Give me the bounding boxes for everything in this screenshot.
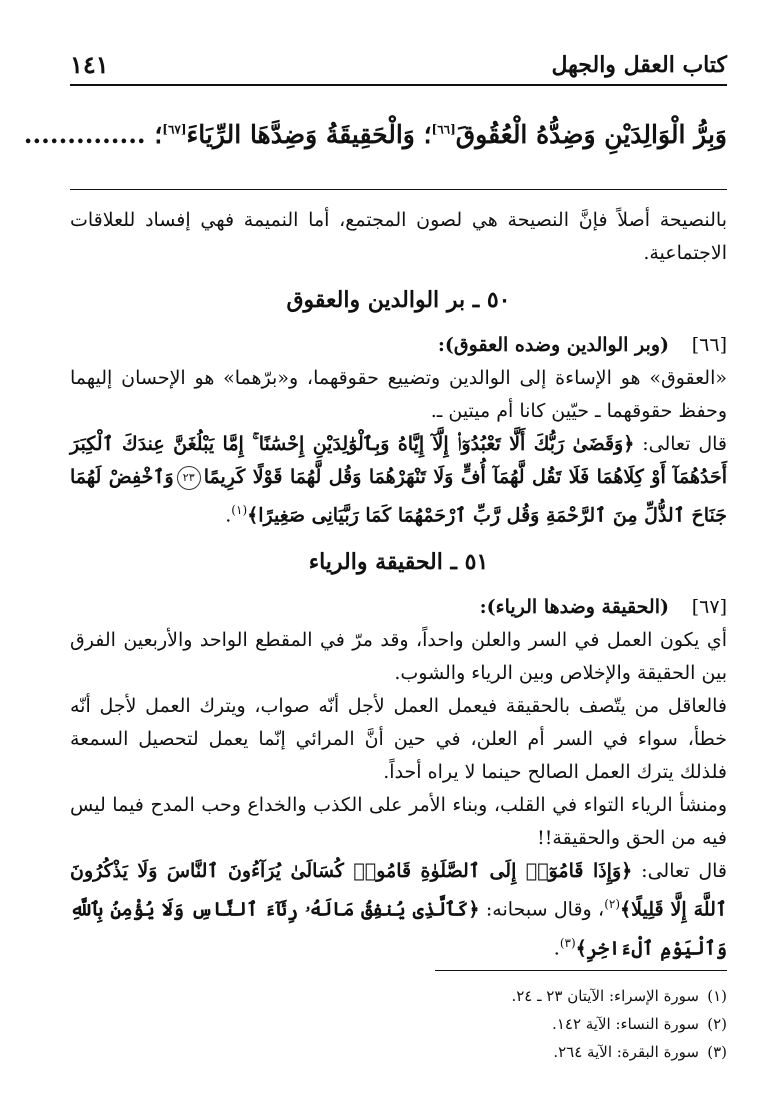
note-67-heading: (الحقيقة وضدها الرياء): xyxy=(479,596,669,619)
matn-ref-67: [٦٧] xyxy=(162,122,187,137)
footnotes xyxy=(327,982,727,1066)
continuation-paragraph: بالنصيحة أصلاً فإنَّ النصيحة هي لصون المجتمع، أما النميمة فهي إفساد للعلاقات الاجتماعية. xyxy=(70,209,727,264)
note-66-quote-end: . xyxy=(225,504,232,527)
matn-text-1: وَبِرُّ الْوَالِدَيْنِ وَضِدُّهُ الْعُقُوقَ xyxy=(455,120,727,149)
note-67-paragraph-3: ومنشأ الرياء التواء في القلب، وبناء الأمر على الكذب والخداع وحب المدح فيما ليس فيه من الحق والحقيقة!! xyxy=(70,794,727,850)
note-66-quote-intro: قال تعالى: xyxy=(634,433,728,455)
commentary-body xyxy=(70,204,727,965)
footnote-text: سورة البقرة: الآية ٢٦٤. xyxy=(553,1043,699,1061)
footnote-number: (٢) xyxy=(707,1015,727,1033)
footnote-2 xyxy=(327,1010,727,1038)
footnote-number: (١) xyxy=(707,987,727,1005)
footnote-text: سورة الإسراء: الآيتان ٢٣ ـ ٢٤. xyxy=(511,987,699,1005)
footnote-number: (٣) xyxy=(707,1043,727,1061)
note-67-quote-intro: قال تعالى: xyxy=(632,860,727,883)
note-67-quote-paragraph xyxy=(70,855,727,965)
footnote-divider xyxy=(435,970,727,971)
matn-text-3: ؛ .............. xyxy=(23,120,163,149)
quran-verse-isra-24: وَٱخْفِضْ لَهُمَا جَنَاحَ ٱلذُّلِّ مِنَ ٱلرَّحْمَةِ وَقُل رَّبِّ ٱرْحَمْهُمَا كَمَا رَبَّيَانِى صَغِيرًا﴾ xyxy=(70,466,727,527)
matn-text-2: ؛ وَالْحَقِيقَةُ وَضِدَّهَا الرِّيَاءَ xyxy=(186,120,432,149)
book-title: كتاب العقل والجهل xyxy=(551,52,727,78)
note-66-quote-paragraph xyxy=(70,428,727,532)
quran-verse-nisa-142: ﴿وَإِذَا قَامُوٓا۟ إِلَى ٱلصَّلَوٰةِ قَامُوا۟ كُسَالَىٰ يُرَآءُونَ ٱلنَّاسَ وَلَا يَذْكُرُونَ ٱللَّهَ إِلَّا قَلِيلًا﴾ xyxy=(70,860,727,921)
note-66-paragraph: «العقوق» هو الإساءة إلى الوالدين وتضييع حقوقهما، و«برّهما» هو الإحسان إليهما وحفظ حقوقهما ـ حيّين كانا أم ميتين ـ. xyxy=(70,367,727,422)
matn-ref-66: [٦٦] xyxy=(431,122,456,137)
matn-line xyxy=(23,120,727,170)
footnote-text: سورة النساء: الآية ١٤٢. xyxy=(552,1015,699,1033)
note-67-quote-mid: ، وقال سبحانه: xyxy=(479,898,605,921)
note-66-heading-line xyxy=(70,329,727,362)
footnote-ref-3: (٣) xyxy=(559,935,576,950)
note-66-heading: (وبر الوالدين وضده العقوق): xyxy=(437,334,669,356)
footnote-3 xyxy=(327,1038,727,1066)
section-heading-50: ٥٠ ـ بر الوالدين والعقوق xyxy=(286,287,511,313)
section-heading-51: ٥١ ـ الحقيقة والرياء xyxy=(308,549,489,576)
ayah-number-marker: ٢٣ xyxy=(177,466,201,490)
note-67-paragraph-2: فالعاقل من يتّصف بالحقيقة فيعمل العمل لأجل أنّه صواب، ويترك العمل لأجل أنّه خطأ، سواء في السر أم العلن، في حين أنَّ المرائي إنّما يعمل لتحصيل السمعة فلذلك يترك العمل الصالح حينما لا يراه أحداً. xyxy=(70,695,727,784)
note-67-quote-end: . xyxy=(553,936,560,959)
matn-divider xyxy=(70,189,727,190)
page-number: ١٤١ xyxy=(70,50,109,79)
quran-verse-isra-23: ﴿وَقَضَىٰ رَبُّكَ أَلَّا تَعْبُدُوٓا۟ إِلَّآ إِيَّاهُ وَبِٱلْوَٰلِدَيْنِ إِحْسَٰنًا ۚ إِمَّا يَبْلُغَنَّ عِندَكَ ٱلْكِبَرَ أَحَدُهُمَآ أَوْ كِلَاهُمَا فَلَا تَقُل لَّهُمَآ أُفٍّ وَلَا تَنْهَرْهُمَا وَقُل لَّهُمَا قَوْلًا كَرِيمًا xyxy=(70,433,727,488)
page-header xyxy=(70,40,727,80)
footnote-1 xyxy=(327,982,727,1010)
quran-verse-baqara-264: ﴿كَٱلَّذِى يُنفِقُ مَالَهُۥ رِئَآءَ ٱلنَّاسِ وَلَا يُؤْمِنُ بِٱللَّهِ وَٱلْيَوْمِ ٱلْءَاخِرِ﴾ xyxy=(70,898,727,959)
header-divider xyxy=(70,84,727,86)
note-67-paragraph-1: أي يكون العمل في السر والعلن واحداً، وقد مرّ في المقطع الواحد والأربعين الفرق بين الحقيقة والإخلاص وبين الرياء والشوب. xyxy=(70,629,727,685)
footnote-ref-2: (٢) xyxy=(604,897,621,912)
note-67-number: [٦٧] xyxy=(691,596,727,619)
note-66-number: [٦٦] xyxy=(691,334,727,356)
footnote-ref-1: (١) xyxy=(231,503,248,517)
note-67-heading-line xyxy=(70,591,727,624)
